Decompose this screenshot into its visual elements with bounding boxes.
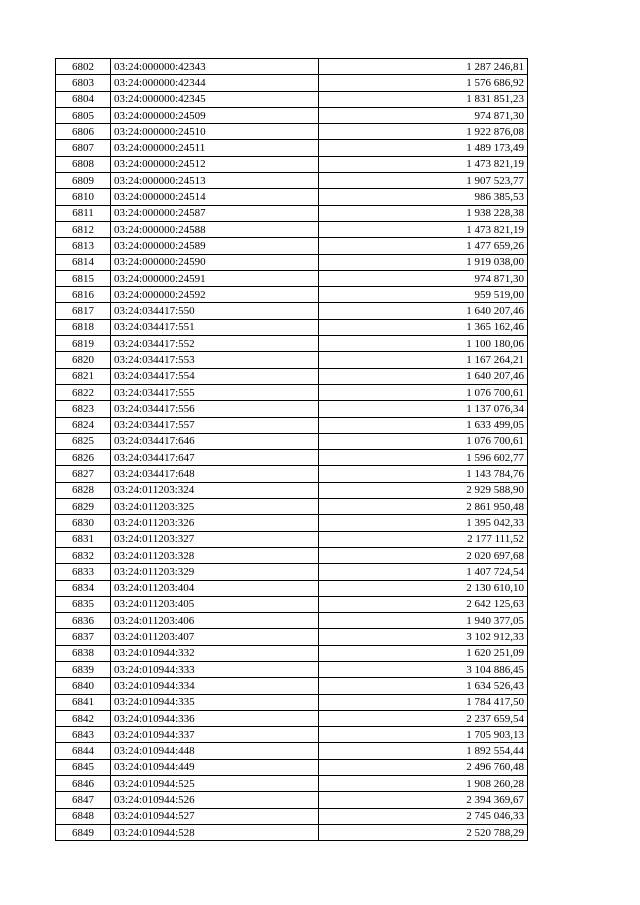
row-number-cell: 6805	[56, 107, 111, 123]
cadastral-number-cell: 03:24:011203:326	[111, 515, 319, 531]
cadastral-value-cell: 1 938 228,38	[319, 205, 528, 221]
table-row	[56, 156, 528, 172]
cadastral-value-cell: 986 385,53	[319, 189, 528, 205]
cadastral-number-cell: 03:24:000000:24509	[111, 107, 319, 123]
table-row	[56, 91, 528, 107]
cadastral-number-cell: 03:24:010944:335	[111, 694, 319, 710]
row-number-cell: 6833	[56, 564, 111, 580]
row-number-cell: 6823	[56, 401, 111, 417]
table-row	[56, 596, 528, 612]
cadastral-value-cell: 1 705 903,13	[319, 727, 528, 743]
table-row	[56, 776, 528, 792]
table-row	[56, 352, 528, 368]
table-row	[56, 499, 528, 515]
cadastral-value-cell: 1 922 876,08	[319, 124, 528, 140]
cadastral-number-cell: 03:24:010944:449	[111, 759, 319, 775]
row-number-cell: 6832	[56, 547, 111, 563]
cadastral-value-cell: 2 020 697,68	[319, 547, 528, 563]
table-row	[56, 75, 528, 91]
cadastral-number-cell: 03:24:000000:24592	[111, 287, 319, 303]
row-number-cell: 6839	[56, 661, 111, 677]
row-number-cell: 6845	[56, 759, 111, 775]
cadastral-number-cell: 03:24:011203:406	[111, 613, 319, 629]
cadastral-number-cell: 03:24:000000:42345	[111, 91, 319, 107]
row-number-cell: 6802	[56, 59, 111, 75]
table-row	[56, 401, 528, 417]
cadastral-number-cell: 03:24:000000:42343	[111, 59, 319, 75]
cadastral-value-cell: 1 596 602,77	[319, 450, 528, 466]
row-number-cell: 6838	[56, 645, 111, 661]
table-row	[56, 531, 528, 547]
row-number-cell: 6822	[56, 384, 111, 400]
cadastral-value-cell: 1 576 686,92	[319, 75, 528, 91]
cadastral-number-cell: 03:24:034417:555	[111, 384, 319, 400]
cadastral-value-cell: 2 177 111,52	[319, 531, 528, 547]
cadastral-number-cell: 03:24:034417:552	[111, 336, 319, 352]
cadastral-number-cell: 03:24:011203:327	[111, 531, 319, 547]
table-row	[56, 287, 528, 303]
cadastral-value-cell: 1 395 042,33	[319, 515, 528, 531]
table-row	[56, 580, 528, 596]
cadastral-number-cell: 03:24:000000:24587	[111, 205, 319, 221]
table-row	[56, 824, 528, 840]
row-number-cell: 6834	[56, 580, 111, 596]
table-row	[56, 417, 528, 433]
cadastral-value-cell: 1 137 076,34	[319, 401, 528, 417]
table-row	[56, 221, 528, 237]
cadastral-value-cell: 1 620 251,09	[319, 645, 528, 661]
cadastral-number-cell: 03:24:034417:648	[111, 466, 319, 482]
cadastral-value-cell: 1 407 724,54	[319, 564, 528, 580]
row-number-cell: 6824	[56, 417, 111, 433]
cadastral-value-cell: 1 489 173,49	[319, 140, 528, 156]
cadastral-value-cell: 1 940 377,05	[319, 613, 528, 629]
row-number-cell: 6811	[56, 205, 111, 221]
table-row	[56, 808, 528, 824]
table-row	[56, 205, 528, 221]
row-number-cell: 6827	[56, 466, 111, 482]
table-row	[56, 564, 528, 580]
table-row	[56, 336, 528, 352]
table-row	[56, 140, 528, 156]
row-number-cell: 6826	[56, 450, 111, 466]
cadastral-value-cell: 3 102 912,33	[319, 629, 528, 645]
cadastral-number-cell: 03:24:000000:42344	[111, 75, 319, 91]
cadastral-number-cell: 03:24:000000:24512	[111, 156, 319, 172]
cadastral-value-cell: 3 104 886,45	[319, 661, 528, 677]
cadastral-number-cell: 03:24:010944:448	[111, 743, 319, 759]
cadastral-number-cell: 03:24:010944:332	[111, 645, 319, 661]
table-row	[56, 515, 528, 531]
table-row	[56, 384, 528, 400]
cadastral-value-cell: 959 519,00	[319, 287, 528, 303]
table-row	[56, 173, 528, 189]
row-number-cell: 6804	[56, 91, 111, 107]
cadastral-value-cell: 1 907 523,77	[319, 173, 528, 189]
cadastral-value-cell: 1 473 821,19	[319, 156, 528, 172]
table-row	[56, 661, 528, 677]
row-number-cell: 6841	[56, 694, 111, 710]
row-number-cell: 6809	[56, 173, 111, 189]
cadastral-value-cell: 2 745 046,33	[319, 808, 528, 824]
row-number-cell: 6807	[56, 140, 111, 156]
cadastral-value-cell: 2 496 760,48	[319, 759, 528, 775]
row-number-cell: 6815	[56, 270, 111, 286]
table-row	[56, 107, 528, 123]
row-number-cell: 6817	[56, 303, 111, 319]
row-number-cell: 6818	[56, 319, 111, 335]
row-number-cell: 6837	[56, 629, 111, 645]
table-row	[56, 759, 528, 775]
row-number-cell: 6847	[56, 792, 111, 808]
cadastral-value-cell: 1 473 821,19	[319, 221, 528, 237]
cadastral-value-cell: 1 167 264,21	[319, 352, 528, 368]
cadastral-value-cell: 1 365 162,46	[319, 319, 528, 335]
cadastral-number-cell: 03:24:034417:556	[111, 401, 319, 417]
cadastral-value-cell: 2 520 788,29	[319, 824, 528, 840]
row-number-cell: 6812	[56, 221, 111, 237]
cadastral-number-cell: 03:24:034417:551	[111, 319, 319, 335]
cadastral-value-cell: 1 076 700,61	[319, 433, 528, 449]
cadastral-number-cell: 03:24:034417:553	[111, 352, 319, 368]
row-number-cell: 6825	[56, 433, 111, 449]
cadastral-number-cell: 03:24:034417:554	[111, 368, 319, 384]
cadastral-value-cell: 2 861 950,48	[319, 499, 528, 515]
cadastral-value-cell: 1 100 180,06	[319, 336, 528, 352]
cadastral-number-cell: 03:24:000000:24590	[111, 254, 319, 270]
cadastral-number-cell: 03:24:010944:525	[111, 776, 319, 792]
table-row	[56, 547, 528, 563]
cadastral-number-cell: 03:24:010944:337	[111, 727, 319, 743]
cadastral-number-cell: 03:24:034417:646	[111, 433, 319, 449]
row-number-cell: 6848	[56, 808, 111, 824]
cadastral-number-cell: 03:24:000000:24588	[111, 221, 319, 237]
cadastral-number-cell: 03:24:010944:527	[111, 808, 319, 824]
table-row	[56, 727, 528, 743]
cadastral-value-cell: 1 908 260,28	[319, 776, 528, 792]
cadastral-value-table	[55, 58, 528, 841]
cadastral-value-cell: 1 919 038,00	[319, 254, 528, 270]
row-number-cell: 6806	[56, 124, 111, 140]
cadastral-number-cell: 03:24:034417:557	[111, 417, 319, 433]
cadastral-number-cell: 03:24:010944:336	[111, 710, 319, 726]
row-number-cell: 6842	[56, 710, 111, 726]
row-number-cell: 6843	[56, 727, 111, 743]
cadastral-value-cell: 2 130 610,10	[319, 580, 528, 596]
table-row	[56, 254, 528, 270]
row-number-cell: 6821	[56, 368, 111, 384]
cadastral-value-cell: 2 642 125,63	[319, 596, 528, 612]
cadastral-value-cell: 1 831 851,23	[319, 91, 528, 107]
table-row	[56, 124, 528, 140]
cadastral-value-cell: 1 892 554,44	[319, 743, 528, 759]
table-row	[56, 238, 528, 254]
table-row	[56, 368, 528, 384]
cadastral-number-cell: 03:24:000000:24514	[111, 189, 319, 205]
row-number-cell: 6846	[56, 776, 111, 792]
row-number-cell: 6844	[56, 743, 111, 759]
cadastral-value-cell: 1 640 207,46	[319, 368, 528, 384]
table-row	[56, 743, 528, 759]
cadastral-number-cell: 03:24:011203:324	[111, 482, 319, 498]
row-number-cell: 6829	[56, 499, 111, 515]
table-row	[56, 710, 528, 726]
table-body	[56, 59, 528, 841]
table-row	[56, 450, 528, 466]
cadastral-number-cell: 03:24:011203:325	[111, 499, 319, 515]
row-number-cell: 6819	[56, 336, 111, 352]
row-number-cell: 6820	[56, 352, 111, 368]
cadastral-value-cell: 1 076 700,61	[319, 384, 528, 400]
row-number-cell: 6830	[56, 515, 111, 531]
cadastral-number-cell: 03:24:000000:24510	[111, 124, 319, 140]
row-number-cell: 6803	[56, 75, 111, 91]
table-row	[56, 303, 528, 319]
cadastral-value-cell: 1 633 499,05	[319, 417, 528, 433]
row-number-cell: 6840	[56, 678, 111, 694]
table-row	[56, 629, 528, 645]
cadastral-number-cell: 03:24:000000:24589	[111, 238, 319, 254]
row-number-cell: 6835	[56, 596, 111, 612]
cadastral-value-cell: 1 634 526,43	[319, 678, 528, 694]
row-number-cell: 6808	[56, 156, 111, 172]
cadastral-number-cell: 03:24:011203:405	[111, 596, 319, 612]
table-row	[56, 270, 528, 286]
cadastral-number-cell: 03:24:000000:24591	[111, 270, 319, 286]
table-row	[56, 694, 528, 710]
cadastral-number-cell: 03:24:010944:526	[111, 792, 319, 808]
cadastral-number-cell: 03:24:011203:328	[111, 547, 319, 563]
table-row	[56, 189, 528, 205]
cadastral-number-cell: 03:24:000000:24511	[111, 140, 319, 156]
cadastral-number-cell: 03:24:010944:334	[111, 678, 319, 694]
cadastral-value-cell: 974 871,30	[319, 107, 528, 123]
cadastral-number-cell: 03:24:034417:550	[111, 303, 319, 319]
table-row	[56, 466, 528, 482]
cadastral-value-cell: 1 784 417,50	[319, 694, 528, 710]
cadastral-number-cell: 03:24:000000:24513	[111, 173, 319, 189]
cadastral-value-cell: 1 143 784,76	[319, 466, 528, 482]
row-number-cell: 6813	[56, 238, 111, 254]
table-row	[56, 792, 528, 808]
row-number-cell: 6828	[56, 482, 111, 498]
cadastral-number-cell: 03:24:034417:647	[111, 450, 319, 466]
row-number-cell: 6816	[56, 287, 111, 303]
cadastral-value-cell: 2 394 369,67	[319, 792, 528, 808]
cadastral-value-cell: 1 287 246,81	[319, 59, 528, 75]
cadastral-value-cell: 2 237 659,54	[319, 710, 528, 726]
table-row	[56, 678, 528, 694]
table-row	[56, 433, 528, 449]
cadastral-number-cell: 03:24:010944:333	[111, 661, 319, 677]
table-row	[56, 645, 528, 661]
table-row	[56, 319, 528, 335]
cadastral-value-cell: 1 477 659,26	[319, 238, 528, 254]
row-number-cell: 6836	[56, 613, 111, 629]
cadastral-number-cell: 03:24:011203:329	[111, 564, 319, 580]
table-row	[56, 613, 528, 629]
cadastral-number-cell: 03:24:011203:404	[111, 580, 319, 596]
row-number-cell: 6849	[56, 824, 111, 840]
table-row	[56, 59, 528, 75]
cadastral-number-cell: 03:24:011203:407	[111, 629, 319, 645]
cadastral-value-cell: 974 871,30	[319, 270, 528, 286]
row-number-cell: 6831	[56, 531, 111, 547]
row-number-cell: 6810	[56, 189, 111, 205]
row-number-cell: 6814	[56, 254, 111, 270]
table-row	[56, 482, 528, 498]
cadastral-value-cell: 1 640 207,46	[319, 303, 528, 319]
cadastral-number-cell: 03:24:010944:528	[111, 824, 319, 840]
cadastral-value-cell: 2 929 588,90	[319, 482, 528, 498]
